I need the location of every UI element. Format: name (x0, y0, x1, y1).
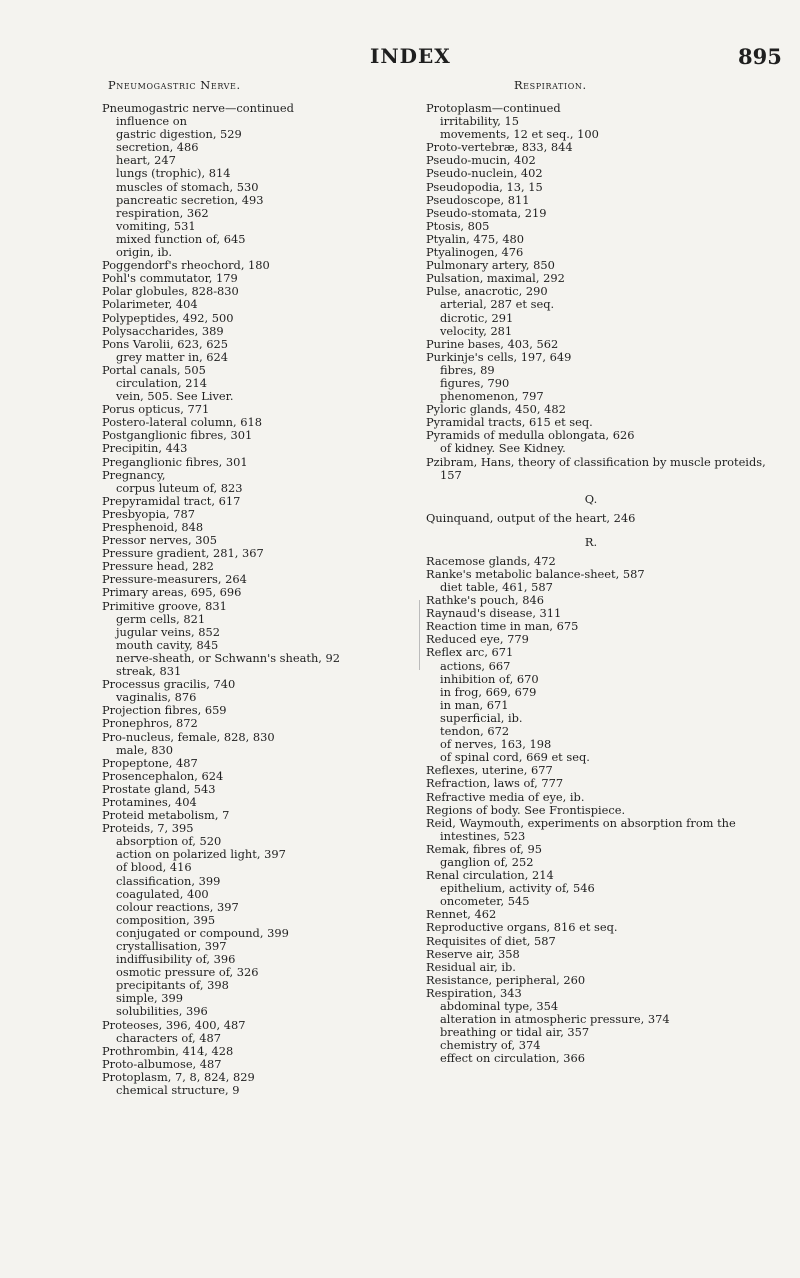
index-entry: Preganglionic fibres, 301 (102, 454, 248, 469)
index-entry: Polypeptides, 492, 500 (102, 310, 234, 325)
index-entry: Reproductive organs, 816 et seq. (426, 920, 618, 935)
index-entry: Pyramidal tracts, 615 et seq. (426, 415, 593, 430)
index-entry: Pseudo-stomata, 219 (426, 205, 547, 220)
index-entry: Precipitin, 443 (102, 441, 188, 456)
index-entry: Racemose glands, 472 (426, 553, 556, 568)
index-entry: Pressure head, 282 (102, 559, 214, 574)
index-entry: Presbyopia, 787 (102, 506, 195, 521)
index-entry: Refraction, laws of, 777 (426, 776, 564, 791)
index-entry: Poggendorf's rheochord, 180 (102, 258, 270, 273)
index-subentry: diet table, 461, 587 (440, 580, 553, 594)
index-entry: Postganglionic fibres, 301 (102, 428, 253, 443)
index-entry: Prothrombin, 414, 428 (102, 1043, 234, 1058)
index-entry: Proteid metabolism, 7 (102, 808, 230, 823)
index-subentry: chemical structure, 9 (116, 1083, 240, 1098)
index-subentry: vomiting, 531 (116, 218, 196, 233)
index-subentry: muscles of stomach, 530 (116, 179, 259, 194)
index-subentry: effect on circulation, 366 (440, 1051, 585, 1066)
index-entry: Portal canals, 505 (102, 362, 206, 377)
index-subentry: of kidney. See Kidney. (440, 441, 566, 456)
index-entry: Propeptone, 487 (102, 755, 198, 770)
left-running-head: Pneumogastric Nerve. (108, 78, 241, 92)
index-subentry: solubilities, 396 (116, 1004, 208, 1019)
index-entry: Reid, Waymouth, experiments on absorption from the intestines, 523 (426, 815, 736, 843)
index-subentry: superficial, ib. (440, 710, 523, 725)
page-header (0, 0, 800, 70)
index-subentry: gastric digestion, 529 (116, 127, 242, 142)
index-subentry: influence on (116, 114, 187, 129)
index-entry: Regions of body. See Frontispiece. (426, 802, 626, 817)
index-entry: Pseudopodia, 13, 15 (426, 179, 543, 194)
section-letter: Q. (584, 491, 598, 506)
index-entry: Pulse, anacrotic, 290 (426, 284, 548, 299)
index-subentry: phenomenon, 797 (440, 389, 544, 404)
index-entry: Rathke's pouch, 846 (426, 593, 544, 608)
left-column (102, 78, 462, 1097)
index-subentry: absorption of, 520 (116, 834, 222, 849)
index-subentry: chemistry of, 374 (440, 1038, 541, 1053)
index-subentry: lungs (trophic), 814 (116, 166, 231, 181)
index-subentry: mouth cavity, 845 (116, 637, 219, 652)
index-subentry: osmotic pressure of, 326 (116, 965, 259, 980)
index-subentry: velocity, 281 (440, 323, 513, 338)
index-entry: Pons Varolii, 623, 625 (102, 336, 229, 351)
index-entry: Requisites of diet, 587 (426, 933, 556, 948)
index-entry: Processus gracilis, 740 (102, 677, 236, 692)
index-subentry: abdominal type, 354 (440, 999, 559, 1013)
index-entry: Protamines, 404 (102, 794, 197, 809)
index-subentry: nerve-sheath, or Schwann's sheath, 92 (116, 650, 341, 665)
index-subentry: secretion, 486 (116, 140, 199, 155)
index-subentry: male, 830 (116, 742, 173, 757)
index-entry: Residual air, ib. (426, 959, 516, 974)
index-entry: Rennet, 462 (426, 907, 497, 922)
index-subentry: figures, 790 (440, 375, 510, 390)
index-subentry: coagulated, 400 (116, 886, 209, 901)
index-entry: Primitive groove, 831 (102, 598, 227, 613)
index-entry: Prostate gland, 543 (102, 781, 216, 796)
index-entry: Proteoses, 396, 400, 487 (102, 1017, 246, 1032)
index-subentry: grey matter in, 624 (116, 349, 229, 364)
index-entry: Porus opticus, 771 (102, 402, 210, 417)
index-entry: Polar globules, 828-830 (102, 284, 239, 299)
index-subentry: of nerves, 163, 198 (440, 737, 552, 752)
right-column (426, 78, 786, 1065)
index-entry: Purine bases, 403, 562 (426, 336, 559, 351)
index-subentry: vaginalis, 876 (116, 690, 197, 705)
index-subentry: oncometer, 545 (440, 894, 530, 909)
index-entry: Presphenoid, 848 (102, 520, 204, 534)
index-subentry: epithelium, activity of, 546 (440, 881, 595, 896)
index-entry: Reserve air, 358 (426, 946, 520, 961)
index-subentry: germ cells, 821 (116, 611, 206, 626)
index-subentry: circulation, 214 (116, 375, 208, 390)
index-entry: Remak, fibres of, 95 (426, 841, 542, 856)
index-subentry: of blood, 416 (116, 860, 192, 875)
index-subentry: in man, 671 (440, 697, 509, 712)
index-entry: Raynaud's disease, 311 (426, 606, 562, 621)
index-entry: Pseudo-nuclein, 402 (426, 166, 543, 181)
index-entry: Pronephros, 872 (102, 716, 198, 731)
index-entry: Pneumogastric nerve—continued (102, 101, 294, 115)
index-subentry: precipitants of, 398 (116, 978, 229, 993)
index-entry: Protoplasm—continued (426, 101, 561, 115)
index-entry: Pyloric glands, 450, 482 (426, 402, 566, 417)
index-entry: Pulsation, maximal, 292 (426, 271, 565, 286)
index-entry: Resistance, peripheral, 260 (426, 972, 586, 987)
index-entry: Polysaccharides, 389 (102, 323, 224, 338)
index-entry: Primary areas, 695, 696 (102, 585, 242, 600)
index-subentry: inhibition of, 670 (440, 671, 539, 686)
index-subentry: indiffusibility of, 396 (116, 952, 236, 967)
index-subentry: classification, 399 (116, 873, 221, 888)
index-entry: Pressure gradient, 281, 367 (102, 546, 264, 561)
index-subentry: characters of, 487 (116, 1030, 222, 1045)
index-subentry: simple, 399 (116, 991, 183, 1006)
index-entry: Ptyalinogen, 476 (426, 245, 524, 260)
index-subentry: corpus luteum of, 823 (116, 480, 243, 495)
right-entry-list (426, 102, 786, 1065)
index-entry: Pyramids of medulla oblongata, 626 (426, 428, 635, 443)
index-entry: Ranke's metabolic balance-sheet, 587 (426, 566, 645, 581)
index-subentry: alteration in atmospheric pressure, 374 (440, 1012, 670, 1027)
index-entry: Projection fibres, 659 (102, 703, 227, 718)
index-entry: Protoplasm, 7, 8, 824, 829 (102, 1069, 255, 1084)
index-entry: Pressor nerves, 305 (102, 533, 217, 548)
index-entry: Polarimeter, 404 (102, 297, 198, 312)
index-subentry: respiration, 362 (116, 205, 209, 220)
index-subentry: tendon, 672 (440, 724, 510, 739)
index-entry: Proteids, 7, 395 (102, 821, 194, 836)
index-subentry: in frog, 669, 679 (440, 684, 537, 699)
index-entry: Reflex arc, 671 (426, 645, 514, 660)
index-subentry: heart, 247 (116, 153, 176, 168)
left-entry-list (102, 102, 462, 1097)
index-subentry: vein, 505. See Liver. (116, 389, 234, 404)
index-subentry: jugular veins, 852 (116, 624, 220, 639)
index-entry: Reaction time in man, 675 (426, 619, 579, 634)
index-entry: Pressure-measurers, 264 (102, 572, 247, 587)
index-entry: Postero-lateral column, 618 (102, 415, 262, 430)
index-subentry: conjugated or compound, 399 (116, 925, 289, 940)
index-subentry: irritability, 15 (440, 114, 519, 129)
index-entry: Pzibram, Hans, theory of classification by muscle proteids, 157 (426, 454, 766, 482)
index-subentry: actions, 667 (440, 658, 511, 673)
index-subentry: streak, 831 (116, 664, 182, 679)
index-entry: Proto-albumose, 487 (102, 1056, 222, 1071)
index-entry: Prepyramidal tract, 617 (102, 493, 241, 508)
index-subentry: mixed function of, 645 (116, 231, 246, 246)
right-running-head: Respiration. (514, 78, 587, 92)
index-entry: Refractive media of eye, ib. (426, 789, 585, 804)
index-subentry: dicrotic, 291 (440, 310, 514, 325)
index-subentry: of spinal cord, 669 et seq. (440, 750, 590, 765)
index-entry: Respiration, 343 (426, 985, 522, 1000)
index-subentry: arterial, 287 et seq. (440, 297, 555, 312)
index-entry: Purkinje's cells, 197, 649 (426, 349, 572, 364)
index-subentry: action on polarized light, 397 (116, 847, 286, 862)
index-entry: Prosencephalon, 624 (102, 768, 224, 783)
page-number: 895 (738, 44, 782, 69)
index-subentry: origin, ib. (116, 245, 173, 260)
index-subentry: ganglion of, 252 (440, 854, 534, 869)
index-entry: Pseudoscope, 811 (426, 192, 530, 207)
index-entry: Reflexes, uterine, 677 (426, 763, 553, 778)
index-entry: Pseudo-mucin, 402 (426, 153, 536, 168)
index-subentry: colour reactions, 397 (116, 899, 239, 914)
index-subentry: fibres, 89 (440, 362, 495, 377)
section-letter: R. (584, 534, 598, 549)
index-subentry: movements, 12 et seq., 100 (440, 127, 599, 142)
column-divider (419, 600, 420, 670)
index-entry: Pohl's commutator, 179 (102, 271, 238, 286)
index-entry: Pulmonary artery, 850 (426, 258, 555, 273)
index-subentry: composition, 395 (116, 912, 216, 927)
index-entry: Renal circulation, 214 (426, 868, 554, 883)
index-subentry: breathing or tidal air, 357 (440, 1025, 590, 1040)
index-entry: Reduced eye, 779 (426, 632, 529, 647)
index-entry: Proto-vertebræ, 833, 844 (426, 140, 573, 155)
index-subentry: crystallisation, 397 (116, 939, 227, 953)
index-entry: Quinquand, output of the heart, 246 (426, 510, 636, 525)
index-entry: Ptyalin, 475, 480 (426, 231, 525, 246)
index-subentry: pancreatic secretion, 493 (116, 192, 264, 207)
index-entry: Pregnancy, (102, 467, 166, 482)
index-entry: Pro-nucleus, female, 828, 830 (102, 729, 275, 744)
index-title: INDEX (370, 44, 451, 68)
index-entry: Ptosis, 805 (426, 218, 490, 233)
